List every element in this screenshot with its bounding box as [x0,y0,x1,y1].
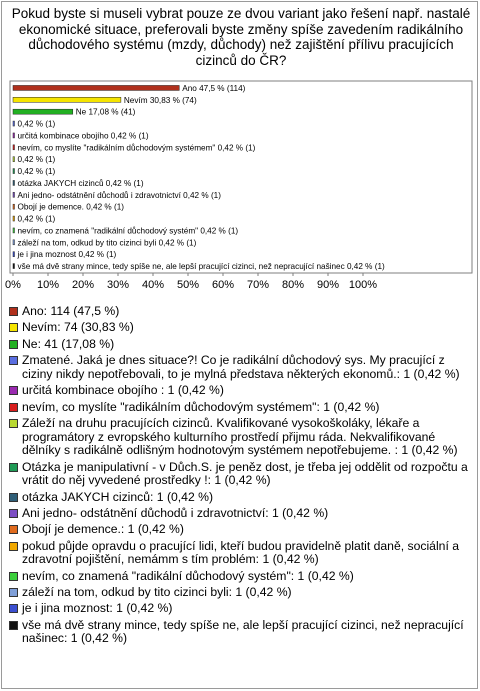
bar-label: nevím, co myslíte "radikálním důchodovým systémem" 0,42 % (1) [17,143,256,153]
bar [13,97,121,102]
legend-swatch [9,542,18,551]
legend-swatch [9,493,18,502]
bar-label: Nevím 30,83 % (74) [123,95,197,105]
bar-label: Ne 17,08 % (41) [75,107,136,117]
legend-swatch [9,323,18,332]
legend-label: nevím, co myslíte "radikálním důchodovým systémem": 1 (0,42 %) [22,399,380,414]
legend [8,305,470,649]
legend-label: Obojí je demence.: 1 (0,42 %) [22,522,184,537]
legend-swatch [9,588,18,597]
bar [13,204,15,209]
legend-label: záleží na tom, odkud by tito cizinci byli: 1 (0,42 %) [22,585,292,600]
legend-label: Záleží na druhu pracujících cizinců. Kvalifikované vysokoškoláky, lékaře a programátory z evropského kulturního prostředí přijmu ráda. Nekvalifikované dělníky s radikálně odlišným hodnotovým systémem nepotřebujeme. : 1 (0,42 %) [22,415,458,458]
legend-item [8,401,470,415]
bar [13,264,15,269]
bar-label: Obojí je demence. 0,42 % (1) [17,202,124,212]
legend-swatch [9,463,18,472]
legend-label: pokud půjde opravdu o pracující lidi, kteří budou pravidelně platit daně, sociální a zdravotní pojištění, nemámm s tím problém: 1 (0,42 %) [22,538,460,567]
legend-swatch [9,340,18,349]
legend-swatch [9,604,18,613]
bar [13,180,15,185]
legend-label: Ani jedno- odstátnění důchodů i zdravotnictví: 1 (0,42 %) [22,505,329,520]
x-tick-label: 20% [71,279,95,291]
legend-label: vše má dvě strany mince, tedy spíše ne, ale lepší pracující cizinci, než nepracující našinec: 1 (0,42 %) [22,617,464,646]
legend-item [8,523,470,537]
x-tick-label: 90% [316,279,340,291]
x-tick-label: 80% [281,279,305,291]
legend-label: Zmatené. Jaká je dnes situace?! Co je radikální důchodový sys. My pracující z ciziny nikdy nepotřebovali, to je mylná představa některých ekonomů.: 1 (0,42 %) [22,353,460,381]
bar [13,216,15,221]
bar [13,157,15,162]
chart-title: Pokud byste si museli vybrat pouze ze dvou variant jako řešení např. nastalé ekonomické situace, preferovali byste změny spíše zavedením radikálního důchodového systému (mzdy, důchody) než zajištění přílivu pracujících cizinců do ČR? [11,6,471,68]
legend-item [8,586,470,600]
bar [13,169,15,174]
x-tick-label: 10% [36,279,60,291]
legend-label: Nevím: 74 (30,83 %) [22,320,134,335]
bar-label: vše má dvě strany mince, tedy spíše ne, ale lepší pracující cizinci, než nepracující našinec 0,42 % (1) [17,262,385,272]
legend-item [8,491,470,505]
x-tick-label: 50% [176,279,200,291]
bar-chart [2,2,478,302]
bar-label: Ani jedno- odstátnění důchodů i zdravotnictví 0,42 % (1) [17,190,221,200]
legend-item [8,417,470,458]
x-tick-label: 40% [141,279,165,291]
legend-item [8,384,470,398]
legend-label: určitá kombinace obojího : 1 (0,42 %) [22,383,224,398]
bar [13,133,15,138]
legend-label: otázka JAKYCH cizinců: 1 (0,42 %) [22,489,214,504]
bar-label: Ano 47,5 % (114) [182,83,246,93]
legend-swatch [9,386,18,395]
bar-label: určitá kombinace obojího 0,42 % (1) [17,131,149,141]
bar-label: záleží na tom, odkud by tito cizinci byli 0,42 % (1) [17,238,197,248]
legend-label: nevím, co znamená "radikální důchodový systém": 1 (0,42 %) [22,568,354,583]
chart-frame [1,1,478,689]
legend-item [8,461,470,488]
legend-swatch [9,509,18,518]
bar [13,252,15,257]
bar [13,85,179,90]
legend-item [8,602,470,616]
legend-swatch [9,525,18,534]
legend-label: Ano: 114 (47,5 %) [22,304,120,318]
bar [13,145,15,150]
legend-label: Otázka je manipulativní - v Důch.S. je peněz dost, je třeba jej oddělit od rozpočtu a vrátit do něj vyvedené prostředky !: 1 (0,42 %) [22,459,468,488]
legend-item [8,354,470,381]
legend-item [8,321,470,335]
legend-item [8,619,470,646]
legend-swatch [9,572,18,581]
x-tick-label: 70% [246,279,270,291]
legend-swatch [9,356,18,365]
legend-swatch [9,419,18,428]
legend-label: Ne: 41 (17,08 %) [22,336,115,351]
legend-item [8,338,470,352]
legend-item [8,570,470,584]
bar [13,240,15,245]
legend-item [8,540,470,567]
legend-item [8,305,470,319]
bar-label: nevím, co znamená "radikální důchodový systém" 0,42 % (1) [17,226,239,236]
bar [13,192,15,197]
bar [13,121,15,126]
legend-swatch [9,403,18,412]
legend-swatch [9,307,18,316]
legend-item [8,507,470,521]
bar-label: je i jina moznost 0,42 % (1) [17,250,117,260]
bar-label: 0,42 % (1) [17,155,56,165]
legend-swatch [9,621,18,630]
legend-label: je i jina moznost: 1 (0,42 %) [22,601,173,616]
bar-label: 0,42 % (1) [17,167,56,177]
bar [13,109,73,114]
bar-label: 0,42 % (1) [17,119,56,129]
x-tick-label: 100% [348,279,378,291]
bar-label: otázka JAKYCH cizinců 0,42 % (1) [17,178,144,188]
bar-label: 0,42 % (1) [17,214,56,224]
bar [13,228,15,233]
x-tick-label: 30% [106,279,130,291]
x-tick-label: 60% [211,279,235,291]
x-tick-label: 0% [5,279,21,291]
